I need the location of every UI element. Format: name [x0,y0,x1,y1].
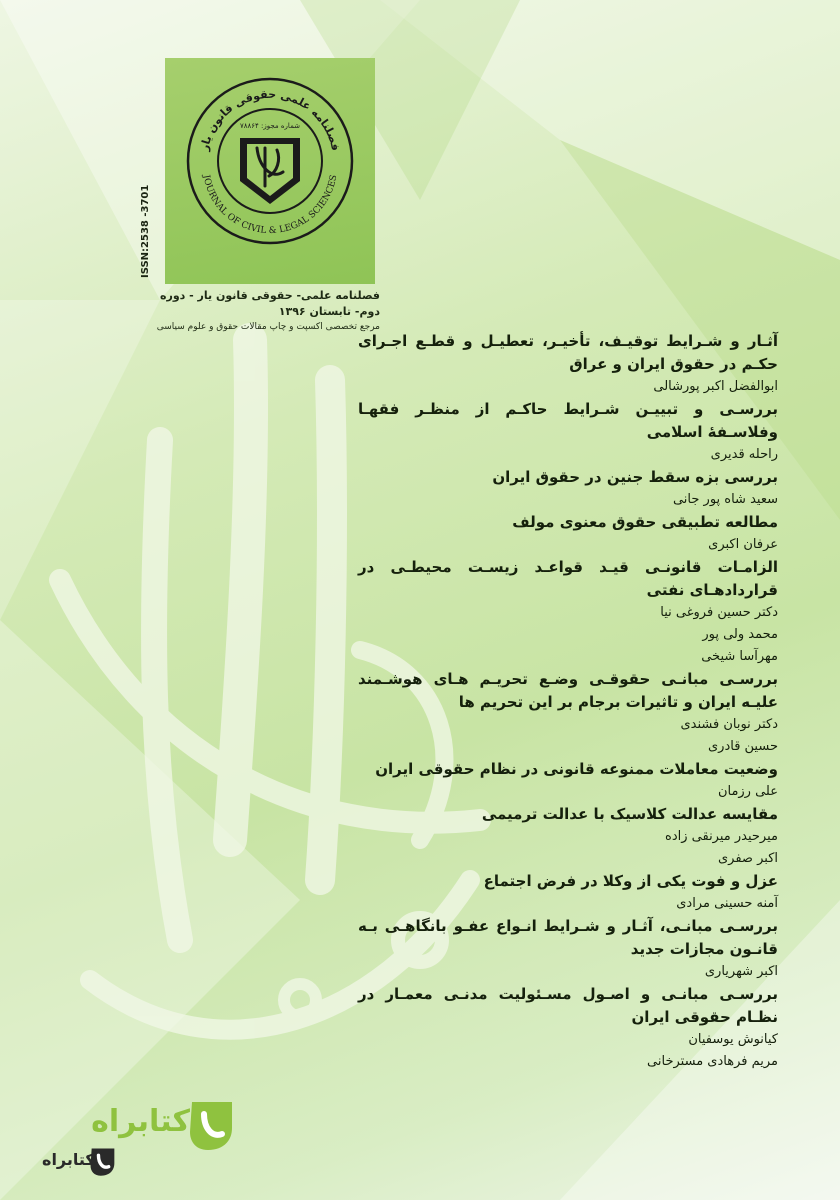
seal-english-text: JOURNAL OF CIVIL & LEGAL SCIENCES [200,174,340,237]
article-title: بررسـی مبانـی حقوقـی وضـع تحریـم هـای هوشـمند علیـه ایران و تاثیرات برجام بر این تحریم ها [358,670,778,711]
article-title: بررسـی و تبییـن شـرایط حاکـم از منظـر فقهـا وفلاسـفۀ اسلامی [358,400,778,441]
article-author: محمد ولی پور [702,627,778,642]
article-author: حسین قادری [707,739,778,754]
article-author: ابوالفضل اکبر پورشالی [653,379,778,394]
article-title: بررسـی مبانـی و اصـول مسـئولیت مدنـی معمـار در نظـام حقوقی ایران [358,985,778,1026]
article-author: اکبر صفری [718,851,778,866]
article-author: مهرآسا شیخی [701,649,778,664]
article-title: وضعیت معاملات ممنوعه قانونی در نظام حقوقی ایران [375,760,778,778]
journal-info [150,288,380,334]
journal-issue-line: فصلنامه علمی- حقوقی قانون یار - دوره دوم- تابستان ۱۳۹۶ [160,289,380,318]
table-of-contents [358,330,778,1073]
brand-name-small: کتابراه [42,1150,95,1169]
issn-label: ISSN:2538 -3701 [140,184,151,278]
article-author: مریم فرهادی مسترخانی [647,1054,778,1069]
article-author: علی رزمان [717,784,778,799]
article-title: بررسـی مبانـی، آثـار و شـرایط انـواع عفـو بانگاهـی بـه قانـون مجازات جدید [358,917,778,958]
article-author: میرحیدر میرنقی زاده [665,829,778,844]
seal-permit: شماره مجوز: ۷۸۸۶۴ [240,122,300,130]
article-author: اکبر شهریاری [704,964,778,979]
seal-ring-text: فصلنامه علمی حقوقی قانون یار [197,87,343,152]
ketabrah-leaf-icon [182,1094,242,1154]
journal-logo-panel [165,58,375,284]
article-title: مطالعه تطبیقی حقوق معنوی مولف [512,513,778,531]
article-title: الزامـات قانونـی قیـد قواعـد زیسـت محیطـی در قراردادهـای نفتی [358,558,778,599]
journal-tagline: مرجع تخصصی اکسپت و چاپ مقالات حقوق و علوم سیاسی [156,322,380,332]
article-author: دکتر نوبان فشندی [680,717,778,732]
article-title: عزل و فوت یکی از وکلا در فرض اجتماع [483,872,778,890]
article-title: مقایسه عدالت کلاسیک با عدالت ترمیمی [481,805,778,823]
article-author: سعید شاه پور جانی [672,492,778,507]
ketabrah-brand [40,1090,220,1185]
article-title: آثـار و شـرایط توقیـف، تأخیـر، تعطیـل و قطـع اجـرای حکـم در حقوق ایران و عراق [358,332,778,373]
article-author: عرفان اکبری [708,537,778,552]
article-author: کیانوش یوسفیان [688,1032,778,1047]
journal-seal-icon [185,76,355,246]
article-author: دکتر حسین فروغی نیا [660,605,778,620]
article-title: بررسی بزه سقط جنین در حقوق ایران [492,468,778,486]
brand-name: کتابراه [91,1104,190,1139]
article-author: راحله قدیری [710,447,778,462]
article-author: آمنه حسینی مرادی [676,896,778,911]
